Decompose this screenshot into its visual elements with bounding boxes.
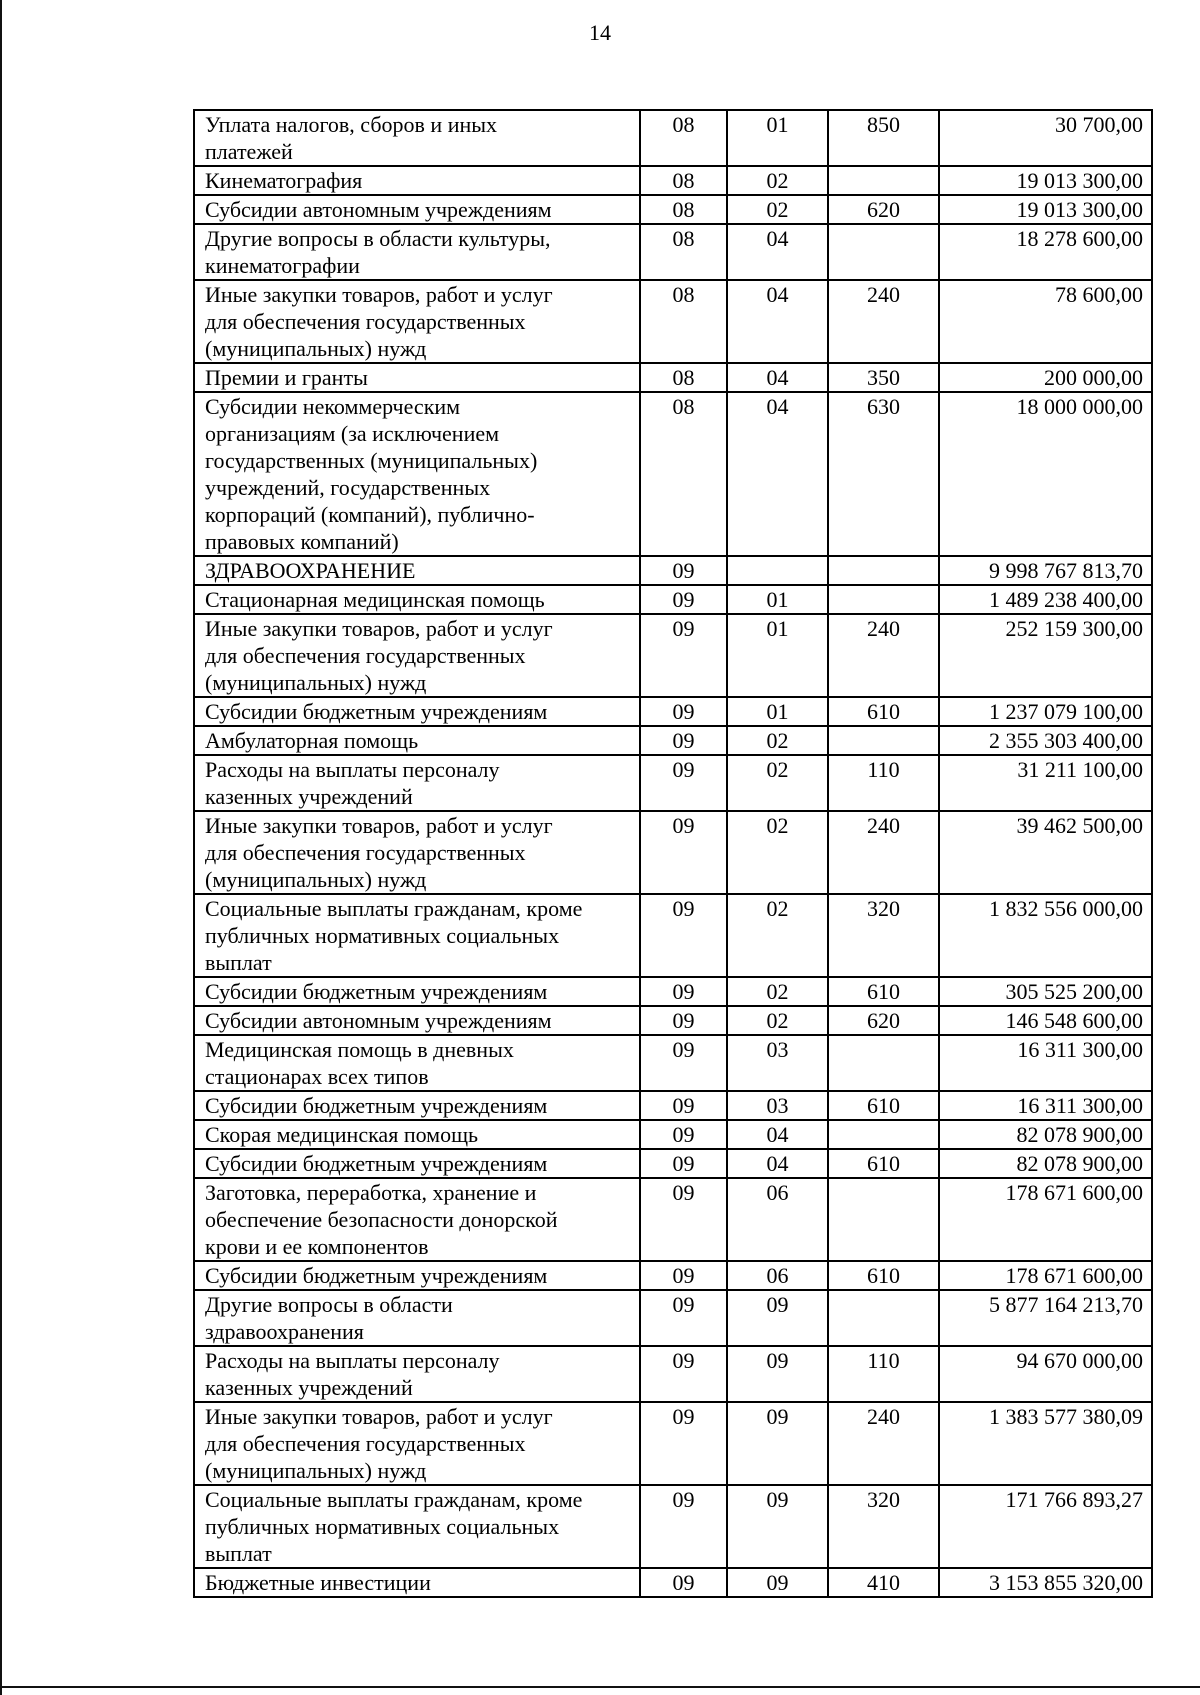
row-section-code: 08 xyxy=(640,280,727,363)
row-name: Субсидии бюджетным учреждениям xyxy=(194,1149,640,1178)
row-expense-type-code: 610 xyxy=(828,697,939,726)
row-expense-type-code xyxy=(828,1178,939,1261)
row-subsection-code: 04 xyxy=(727,280,828,363)
row-section-code: 09 xyxy=(640,556,727,585)
row-amount: 94 670 000,00 xyxy=(939,1346,1152,1402)
table-row xyxy=(194,1402,1152,1485)
table-row xyxy=(194,556,1152,585)
row-subsection-code: 06 xyxy=(727,1261,828,1290)
row-amount: 16 311 300,00 xyxy=(939,1035,1152,1091)
row-section-code: 09 xyxy=(640,1120,727,1149)
row-section-code: 08 xyxy=(640,392,727,556)
row-section-code: 08 xyxy=(640,110,727,166)
row-name: Субсидии бюджетным учреждениям xyxy=(194,1091,640,1120)
row-expense-type-code: 610 xyxy=(828,1091,939,1120)
row-amount: 16 311 300,00 xyxy=(939,1091,1152,1120)
row-subsection-code: 09 xyxy=(727,1568,828,1597)
row-subsection-code: 04 xyxy=(727,1120,828,1149)
row-expense-type-code: 240 xyxy=(828,811,939,894)
row-subsection-code: 09 xyxy=(727,1485,828,1568)
row-amount: 178 671 600,00 xyxy=(939,1261,1152,1290)
row-name: Субсидии бюджетным учреждениям xyxy=(194,697,640,726)
row-name: Амбулаторная помощь xyxy=(194,726,640,755)
row-section-code: 08 xyxy=(640,224,727,280)
table-row xyxy=(194,697,1152,726)
row-section-code: 09 xyxy=(640,585,727,614)
row-subsection-code: 06 xyxy=(727,1178,828,1261)
row-expense-type-code xyxy=(828,726,939,755)
row-expense-type-code: 620 xyxy=(828,195,939,224)
row-amount: 1 237 079 100,00 xyxy=(939,697,1152,726)
row-subsection-code: 04 xyxy=(727,363,828,392)
table-row xyxy=(194,195,1152,224)
row-section-code: 08 xyxy=(640,166,727,195)
page-bottom-edge xyxy=(0,1686,1200,1688)
row-expense-type-code xyxy=(828,1035,939,1091)
row-subsection-code: 04 xyxy=(727,1149,828,1178)
row-section-code: 09 xyxy=(640,1290,727,1346)
row-name: Субсидии бюджетным учреждениям xyxy=(194,977,640,1006)
row-amount: 200 000,00 xyxy=(939,363,1152,392)
row-subsection-code xyxy=(727,556,828,585)
row-subsection-code: 01 xyxy=(727,697,828,726)
row-name: Социальные выплаты гражданам, кроме публичных нормативных социальных выплат xyxy=(194,894,640,977)
row-section-code: 08 xyxy=(640,195,727,224)
row-expense-type-code: 110 xyxy=(828,1346,939,1402)
row-name: Субсидии автономным учреждениям xyxy=(194,1006,640,1035)
row-expense-type-code: 240 xyxy=(828,280,939,363)
table-row xyxy=(194,977,1152,1006)
table-row xyxy=(194,614,1152,697)
table-row xyxy=(194,1120,1152,1149)
row-name: Расходы на выплаты персоналу казенных учреждений xyxy=(194,1346,640,1402)
row-expense-type-code: 610 xyxy=(828,1149,939,1178)
row-name: Иные закупки товаров, работ и услуг для обеспечения государственных (муниципальных) нужд xyxy=(194,1402,640,1485)
row-subsection-code: 02 xyxy=(727,1006,828,1035)
table-row xyxy=(194,1091,1152,1120)
row-subsection-code: 02 xyxy=(727,977,828,1006)
table-row xyxy=(194,1485,1152,1568)
budget-table xyxy=(193,109,1153,1598)
row-expense-type-code: 610 xyxy=(828,1261,939,1290)
row-name: Бюджетные инвестиции xyxy=(194,1568,640,1597)
row-subsection-code: 03 xyxy=(727,1035,828,1091)
row-expense-type-code xyxy=(828,166,939,195)
row-name: Скорая медицинская помощь xyxy=(194,1120,640,1149)
row-subsection-code: 01 xyxy=(727,614,828,697)
row-expense-type-code: 320 xyxy=(828,1485,939,1568)
row-subsection-code: 02 xyxy=(727,894,828,977)
row-name: Иные закупки товаров, работ и услуг для обеспечения государственных (муниципальных) нужд xyxy=(194,811,640,894)
table-row xyxy=(194,392,1152,556)
row-name: Социальные выплаты гражданам, кроме публичных нормативных социальных выплат xyxy=(194,1485,640,1568)
row-expense-type-code xyxy=(828,1290,939,1346)
row-section-code: 09 xyxy=(640,1035,727,1091)
row-amount: 18 000 000,00 xyxy=(939,392,1152,556)
row-expense-type-code: 630 xyxy=(828,392,939,556)
row-expense-type-code xyxy=(828,224,939,280)
table-row xyxy=(194,1149,1152,1178)
row-section-code: 09 xyxy=(640,1006,727,1035)
row-amount: 82 078 900,00 xyxy=(939,1149,1152,1178)
row-name: Стационарная медицинская помощь xyxy=(194,585,640,614)
row-expense-type-code: 320 xyxy=(828,894,939,977)
row-amount: 252 159 300,00 xyxy=(939,614,1152,697)
row-section-code: 09 xyxy=(640,1346,727,1402)
table-row xyxy=(194,1568,1152,1597)
row-amount: 171 766 893,27 xyxy=(939,1485,1152,1568)
row-section-code: 09 xyxy=(640,1568,727,1597)
row-subsection-code: 02 xyxy=(727,726,828,755)
budget-table-body xyxy=(194,110,1152,1597)
row-amount: 1 383 577 380,09 xyxy=(939,1402,1152,1485)
row-expense-type-code: 850 xyxy=(828,110,939,166)
row-name: Премии и гранты xyxy=(194,363,640,392)
row-amount: 1 832 556 000,00 xyxy=(939,894,1152,977)
page-left-edge xyxy=(0,0,2,1695)
row-section-code: 09 xyxy=(640,1149,727,1178)
table-row xyxy=(194,1178,1152,1261)
row-amount: 78 600,00 xyxy=(939,280,1152,363)
row-expense-type-code: 350 xyxy=(828,363,939,392)
row-expense-type-code: 240 xyxy=(828,1402,939,1485)
row-section-code: 09 xyxy=(640,1178,727,1261)
row-name: Заготовка, переработка, хранение и обеспечение безопасности донорской крови и ее компонентов xyxy=(194,1178,640,1261)
row-name: Субсидии бюджетным учреждениям xyxy=(194,1261,640,1290)
row-section-code: 09 xyxy=(640,697,727,726)
row-section-code: 09 xyxy=(640,1261,727,1290)
table-row xyxy=(194,166,1152,195)
row-subsection-code: 03 xyxy=(727,1091,828,1120)
table-row xyxy=(194,1006,1152,1035)
row-section-code: 08 xyxy=(640,363,727,392)
row-section-code: 09 xyxy=(640,977,727,1006)
table-row xyxy=(194,726,1152,755)
row-amount: 19 013 300,00 xyxy=(939,166,1152,195)
row-amount: 31 211 100,00 xyxy=(939,755,1152,811)
row-subsection-code: 04 xyxy=(727,224,828,280)
row-subsection-code: 09 xyxy=(727,1290,828,1346)
table-row xyxy=(194,1035,1152,1091)
page-number: 14 xyxy=(589,20,611,45)
row-section-code: 09 xyxy=(640,1485,727,1568)
row-subsection-code: 02 xyxy=(727,166,828,195)
row-name: ЗДРАВООХРАНЕНИЕ xyxy=(194,556,640,585)
row-section-code: 09 xyxy=(640,811,727,894)
row-name: Медицинская помощь в дневных стационарах всех типов xyxy=(194,1035,640,1091)
row-section-code: 09 xyxy=(640,755,727,811)
row-subsection-code: 02 xyxy=(727,195,828,224)
row-name: Субсидии некоммерческим организациям (за исключением государственных (муниципальных) учреждений, государственных корпораций (компаний), публично- правовых компаний) xyxy=(194,392,640,556)
table-row xyxy=(194,224,1152,280)
row-subsection-code: 02 xyxy=(727,755,828,811)
table-row xyxy=(194,755,1152,811)
row-subsection-code: 01 xyxy=(727,110,828,166)
row-subsection-code: 01 xyxy=(727,585,828,614)
row-expense-type-code: 110 xyxy=(828,755,939,811)
row-amount: 2 355 303 400,00 xyxy=(939,726,1152,755)
table-row xyxy=(194,1346,1152,1402)
table-row xyxy=(194,1290,1152,1346)
row-section-code: 09 xyxy=(640,614,727,697)
row-name: Расходы на выплаты персоналу казенных учреждений xyxy=(194,755,640,811)
table-row xyxy=(194,894,1152,977)
table-row xyxy=(194,585,1152,614)
row-name: Иные закупки товаров, работ и услуг для обеспечения государственных (муниципальных) нужд xyxy=(194,614,640,697)
row-amount: 5 877 164 213,70 xyxy=(939,1290,1152,1346)
row-amount: 178 671 600,00 xyxy=(939,1178,1152,1261)
row-section-code: 09 xyxy=(640,726,727,755)
row-expense-type-code: 240 xyxy=(828,614,939,697)
row-amount: 1 489 238 400,00 xyxy=(939,585,1152,614)
row-expense-type-code: 610 xyxy=(828,977,939,1006)
row-amount: 19 013 300,00 xyxy=(939,195,1152,224)
row-amount: 9 998 767 813,70 xyxy=(939,556,1152,585)
row-name: Другие вопросы в области культуры, кинематографии xyxy=(194,224,640,280)
row-section-code: 09 xyxy=(640,894,727,977)
row-name: Субсидии автономным учреждениям xyxy=(194,195,640,224)
table-row xyxy=(194,280,1152,363)
row-subsection-code: 09 xyxy=(727,1346,828,1402)
row-section-code: 09 xyxy=(640,1091,727,1120)
row-expense-type-code xyxy=(828,556,939,585)
row-subsection-code: 09 xyxy=(727,1402,828,1485)
row-amount: 305 525 200,00 xyxy=(939,977,1152,1006)
table-row xyxy=(194,811,1152,894)
row-expense-type-code xyxy=(828,585,939,614)
table-row xyxy=(194,1261,1152,1290)
row-expense-type-code: 410 xyxy=(828,1568,939,1597)
row-name: Уплата налогов, сборов и иных платежей xyxy=(194,110,640,166)
row-section-code: 09 xyxy=(640,1402,727,1485)
row-name: Иные закупки товаров, работ и услуг для обеспечения государственных (муниципальных) нужд xyxy=(194,280,640,363)
row-name: Кинематография xyxy=(194,166,640,195)
row-expense-type-code xyxy=(828,1120,939,1149)
row-amount: 39 462 500,00 xyxy=(939,811,1152,894)
table-row xyxy=(194,363,1152,392)
row-amount: 30 700,00 xyxy=(939,110,1152,166)
row-name: Другие вопросы в области здравоохранения xyxy=(194,1290,640,1346)
row-expense-type-code: 620 xyxy=(828,1006,939,1035)
row-subsection-code: 02 xyxy=(727,811,828,894)
row-amount: 82 078 900,00 xyxy=(939,1120,1152,1149)
row-subsection-code: 04 xyxy=(727,392,828,556)
row-amount: 3 153 855 320,00 xyxy=(939,1568,1152,1597)
row-amount: 18 278 600,00 xyxy=(939,224,1152,280)
row-amount: 146 548 600,00 xyxy=(939,1006,1152,1035)
table-row xyxy=(194,110,1152,166)
